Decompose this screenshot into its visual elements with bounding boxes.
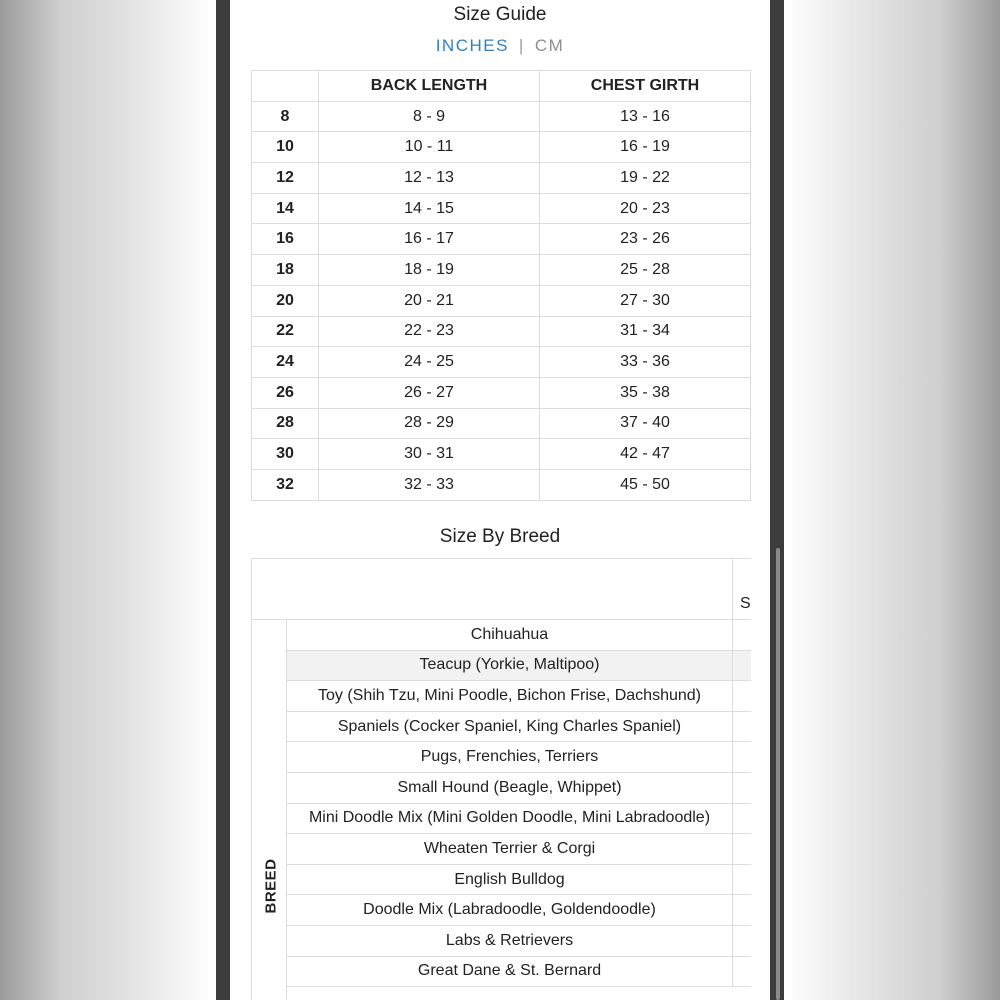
breed-size-cell-partial <box>733 865 751 895</box>
chest-girth-value: 27 - 30 <box>540 285 751 316</box>
size-value: 18 <box>252 255 319 286</box>
breed-row <box>287 620 751 651</box>
unit-cm-toggle[interactable]: CM <box>534 36 565 55</box>
size-value: 24 <box>252 347 319 378</box>
breed-size-cell-partial <box>733 773 751 803</box>
breed-size-cell-partial <box>733 926 751 956</box>
size-row <box>252 255 751 286</box>
size-table-header <box>252 71 751 102</box>
breed-size-cell-partial <box>733 712 751 742</box>
breed-table-header <box>251 558 751 620</box>
size-row <box>252 101 751 132</box>
breed-size-cell-partial <box>733 895 751 925</box>
back-length-value: 20 - 21 <box>319 285 540 316</box>
breed-name: Labs & Retrievers <box>287 926 733 956</box>
back-length-value: 14 - 15 <box>319 193 540 224</box>
breed-row <box>287 834 751 865</box>
size-row <box>252 316 751 347</box>
size-value: 22 <box>252 316 319 347</box>
breed-name: Toy (Shih Tzu, Mini Poodle, Bichon Frise, Dachshund) <box>287 681 733 711</box>
chest-girth-value: 33 - 36 <box>540 347 751 378</box>
size-value: 8 <box>252 101 319 132</box>
chest-girth-value: 19 - 22 <box>540 163 751 194</box>
chest-girth-value: 37 - 40 <box>540 408 751 439</box>
breed-name: Doodle Mix (Labradoodle, Goldendoodle) <box>287 895 733 925</box>
breed-size-cell-partial <box>733 804 751 834</box>
back-length-value: 12 - 13 <box>319 163 540 194</box>
breed-header-blank <box>251 559 733 621</box>
back-length-value: 28 - 29 <box>319 408 540 439</box>
size-value: 14 <box>252 193 319 224</box>
size-row <box>252 377 751 408</box>
breed-name: Spaniels (Cocker Spaniel, King Charles Spaniel) <box>287 712 733 742</box>
breed-row <box>287 681 751 712</box>
unit-separator: | <box>518 36 525 55</box>
breed-row <box>287 926 751 957</box>
back-length-value: 10 - 11 <box>319 132 540 163</box>
breed-list <box>287 620 751 987</box>
chest-girth-value: 23 - 26 <box>540 224 751 255</box>
size-guide-title: Size Guide <box>453 4 547 25</box>
breed-header-size-partial: S <box>740 595 751 612</box>
breed-side-column <box>251 620 287 1000</box>
back-length-value: 18 - 19 <box>319 255 540 286</box>
device-frame-left <box>216 0 230 1000</box>
breed-name: Small Hound (Beagle, Whippet) <box>287 773 733 803</box>
chest-girth-value: 31 - 34 <box>540 316 751 347</box>
breed-row <box>287 895 751 926</box>
chest-girth-value: 42 - 47 <box>540 439 751 470</box>
chest-girth-value: 13 - 16 <box>540 101 751 132</box>
size-value: 10 <box>252 132 319 163</box>
breed-row <box>287 742 751 773</box>
breed-name: Chihuahua <box>287 620 733 650</box>
back-length-value: 26 - 27 <box>319 377 540 408</box>
size-value: 12 <box>252 163 319 194</box>
size-by-breed-title: Size By Breed <box>439 526 561 547</box>
chest-girth-value: 25 - 28 <box>540 255 751 286</box>
back-length-value: 24 - 25 <box>319 347 540 378</box>
breed-size-cell-partial <box>733 957 751 987</box>
breed-size-cell-partial <box>733 742 751 772</box>
size-value: 26 <box>252 377 319 408</box>
breed-name: Wheaten Terrier & Corgi <box>287 834 733 864</box>
breed-row <box>287 712 751 743</box>
size-column-header <box>252 71 319 102</box>
size-value: 32 <box>252 469 319 500</box>
breed-name: Teacup (Yorkie, Maltipoo) <box>287 651 733 681</box>
back-length-value: 16 - 17 <box>319 224 540 255</box>
back-length-value: 30 - 31 <box>319 439 540 470</box>
breed-name: Pugs, Frenchies, Terriers <box>287 742 733 772</box>
size-row <box>252 408 751 439</box>
breed-row <box>287 804 751 835</box>
size-row <box>252 132 751 163</box>
breed-name: English Bulldog <box>287 865 733 895</box>
breed-size-cell-partial <box>733 651 751 681</box>
size-guide-screen <box>230 0 770 1000</box>
breed-row <box>287 865 751 896</box>
size-row <box>252 469 751 500</box>
size-value: 30 <box>252 439 319 470</box>
breed-size-cell-partial <box>733 834 751 864</box>
size-value: 20 <box>252 285 319 316</box>
chest-girth-header: CHEST GIRTH <box>540 71 751 102</box>
unit-inches-toggle[interactable]: INCHES <box>435 36 509 55</box>
back-length-header: BACK LENGTH <box>319 71 540 102</box>
back-length-value: 32 - 33 <box>319 469 540 500</box>
size-row <box>252 285 751 316</box>
size-row <box>252 347 751 378</box>
size-row <box>252 163 751 194</box>
size-row <box>252 439 751 470</box>
breed-side-label: BREED <box>262 858 280 914</box>
breed-row <box>287 957 751 988</box>
breed-name: Great Dane & St. Bernard <box>287 957 733 987</box>
size-table <box>251 70 751 501</box>
chest-girth-value: 35 - 38 <box>540 377 751 408</box>
unit-toggle <box>230 36 770 56</box>
breed-table <box>251 558 751 1000</box>
back-length-value: 22 - 23 <box>319 316 540 347</box>
breed-size-cell-partial <box>733 681 751 711</box>
breed-row <box>287 773 751 804</box>
size-value: 16 <box>252 224 319 255</box>
size-row <box>252 224 751 255</box>
breed-name: Mini Doodle Mix (Mini Golden Doodle, Mini Labradoodle) <box>287 804 733 834</box>
chest-girth-value: 45 - 50 <box>540 469 751 500</box>
breed-size-cell-partial <box>733 620 751 650</box>
size-value: 28 <box>252 408 319 439</box>
size-row <box>252 193 751 224</box>
breed-row <box>287 651 751 682</box>
chest-girth-value: 20 - 23 <box>540 193 751 224</box>
back-length-value: 8 - 9 <box>319 101 540 132</box>
chest-girth-value: 16 - 19 <box>540 132 751 163</box>
scrollbar[interactable] <box>776 548 780 1000</box>
